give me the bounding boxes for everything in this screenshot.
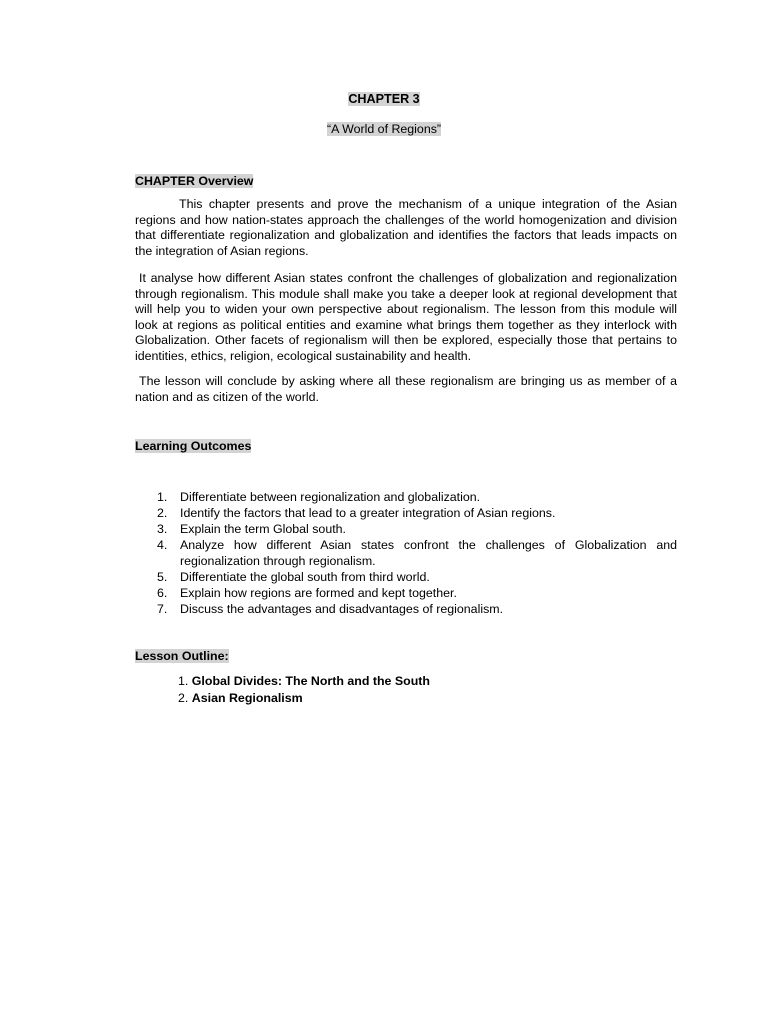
chapter-title-text: CHAPTER 3: [348, 92, 420, 106]
list-item: [135, 537, 677, 569]
list-item: [135, 585, 677, 601]
learning-outcomes-heading-text: Learning Outcomes: [135, 439, 252, 453]
lesson-outline-heading-text: Lesson Outline:: [135, 649, 229, 663]
learning-outcomes-list: [135, 489, 677, 617]
list-number: 6.: [157, 586, 168, 600]
lesson-title: Global Divides: The North and the South: [191, 674, 430, 688]
list-item-text: Explain the term Global south.: [180, 522, 346, 536]
overview-heading: [135, 174, 253, 188]
overview-heading-text: CHAPTER Overview: [135, 174, 254, 188]
list-number: 2.: [178, 690, 189, 705]
lesson-outline-list: [178, 673, 430, 706]
lesson-title: Asian Regionalism: [191, 690, 303, 705]
list-number: 7.: [157, 602, 168, 616]
list-item: [178, 690, 430, 707]
overview-paragraph-1: This chapter presents and prove the mechanism of a unique integration of the Asian regions and how nation-states approach the challenges of the world homogenization and division that differentiate regionalization and globalization and identifies the factors that leads impacts on the integration of Asian regions.: [135, 197, 677, 258]
list-item: [135, 601, 677, 617]
list-item: [135, 569, 677, 585]
list-item: [178, 673, 430, 690]
overview-paragraph-3: The lesson will conclude by asking where all these regionalism are bringing us as member of a nation and as citizen of the world.: [135, 374, 677, 404]
lesson-outline-heading: [135, 649, 229, 663]
chapter-subtitle: [0, 122, 768, 136]
list-number: 2.: [157, 506, 168, 520]
overview-paragraph-2: It analyse how different Asian states confront the challenges of globalization and regionalization through regionalism. This module shall make you take a deeper look at regional development that will help you to widen your own perspective about regionalism. The lesson from this module will look at regions as political entities and examine what brings them together as they interlock with Globalization. Other facets of regionalism will then be explored, especially those that pertains to identities, ethics, religion, ecological sustainability and health.: [135, 271, 677, 363]
list-item-text: Discuss the advantages and disadvantages of regionalism.: [180, 602, 504, 616]
list-item-text: Analyze how different Asian states confront the challenges of Globalization and regionalization through regionalism.: [180, 538, 677, 568]
list-item: [135, 521, 677, 537]
chapter-title: [0, 92, 768, 106]
learning-outcomes-heading: [135, 439, 251, 453]
list-number: 5.: [157, 570, 168, 584]
list-number: 4.: [157, 538, 168, 552]
chapter-subtitle-text: “A World of Regions”: [326, 122, 442, 136]
list-item-text: Differentiate between regionalization and globalization.: [180, 490, 481, 504]
list-item: [135, 489, 677, 505]
list-number: 1.: [157, 490, 168, 504]
list-item-text: Differentiate the global south from third world.: [180, 570, 430, 584]
list-item: [135, 505, 677, 521]
list-number: 1.: [178, 674, 189, 688]
list-number: 3.: [157, 522, 168, 536]
list-item-text: Explain how regions are formed and kept together.: [180, 586, 457, 600]
list-item-text: Identify the factors that lead to a greater integration of Asian regions.: [180, 506, 556, 520]
